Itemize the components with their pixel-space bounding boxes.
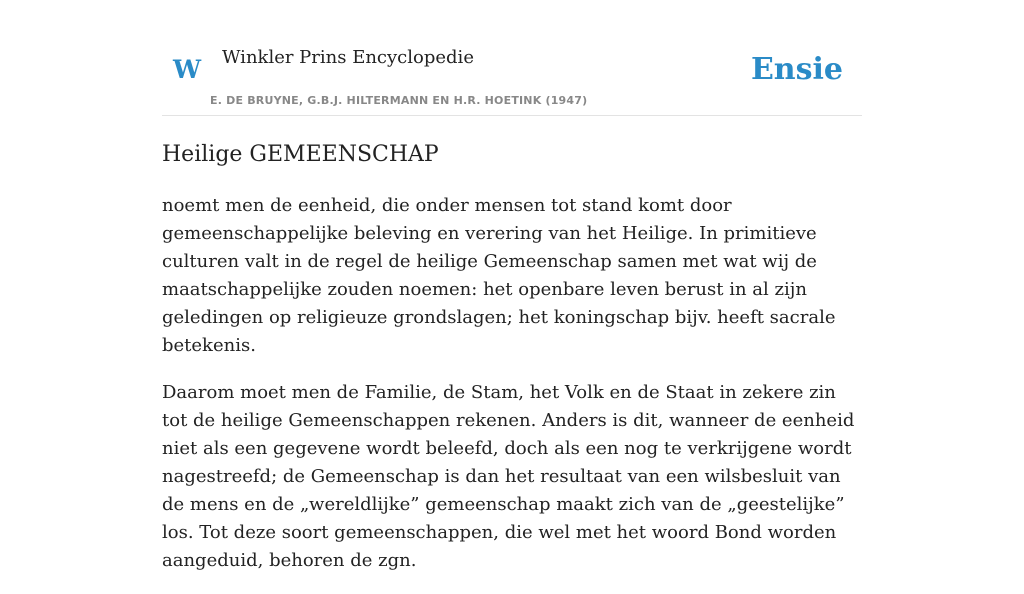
article-paragraph: noemt men de eenheid, die onder mensen tot stand komt door gemeenschappelijke beleving en verering van het Heilige. In primitieve culturen valt in de regel de heilige Gemeenschap samen met wat wij de maatschappelijke zouden noemen: het openbare leven berust in al zijn geledingen op religieuze grondslagen; het koningschap bijv. heeft sacrale betekenis. (162, 195, 836, 356)
article-paragraph: Daarom moet men de Familie, de Stam, het Volk en de Staat in zekere zin tot de heilige Gemeenschappen rekenen. Anders is dit, wanneer de eenheid niet als een gegevene wordt beleefd, doch als een nog te verkrijgene wordt nagestreefd; de Gemeenschap is dan het resultaat van een wilsbesluit van de mens en de „wereldlijke” gemeenschap maakt zich van de „geestelijke” los. Tot deze soort gemeenschappen, die wel met het woord Bond worden aangeduid, behoren de zgn. (162, 382, 855, 571)
header (162, 0, 862, 116)
page (162, 0, 862, 571)
article-body (162, 192, 862, 594)
publication-title[interactable]: Winkler Prins Encyclopedie (222, 47, 474, 68)
ensie-logo[interactable]: Ensie (750, 52, 843, 87)
publication-authors: E. DE BRUYNE, G.B.J. HILTERMANN EN H.R. HOETINK (1947) (210, 94, 588, 107)
article-title: Heilige GEMEENSCHAP (162, 142, 439, 167)
winkler-prins-logo[interactable]: W (173, 55, 202, 84)
